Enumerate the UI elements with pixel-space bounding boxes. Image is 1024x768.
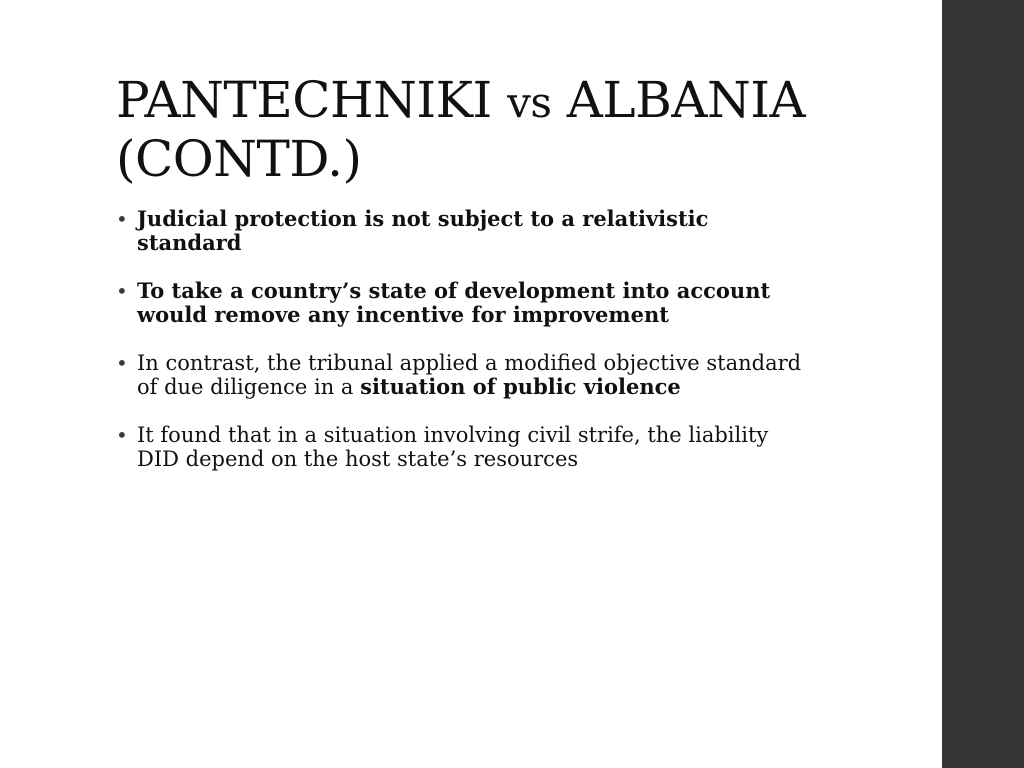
bullet-3-emphasis: situation of public violence <box>360 374 681 399</box>
bullet-dot-icon: • <box>116 279 128 303</box>
title-part-1: PANTECHNIKI <box>116 71 508 129</box>
bullet-item <box>116 207 816 255</box>
right-side-bar <box>942 0 1024 768</box>
title-vs: vs <box>507 78 552 127</box>
bullet-list <box>116 207 816 495</box>
bullet-1-text: Judicial protection is not subject to a relativistic standard <box>137 206 709 255</box>
bullet-item <box>116 279 816 327</box>
bullet-item <box>116 423 816 471</box>
bullet-3-text: In contrast, the tribunal applied a modified objective standard of due diligence in a <box>137 351 802 399</box>
bullet-4-text: It found that in a situation involving civil strife, the liability DID depend on the host state’s resources <box>137 423 769 471</box>
title-part-2: ALBANIA (CONTD.) <box>116 71 806 188</box>
bullet-2-text: To take a country’s state of development into account would remove any incentive for improvement <box>137 278 771 327</box>
bullet-dot-icon: • <box>116 207 128 231</box>
slide-title <box>116 72 916 187</box>
bullet-dot-icon: • <box>116 351 128 375</box>
bullet-item <box>116 351 816 399</box>
bullet-dot-icon: • <box>116 423 128 447</box>
